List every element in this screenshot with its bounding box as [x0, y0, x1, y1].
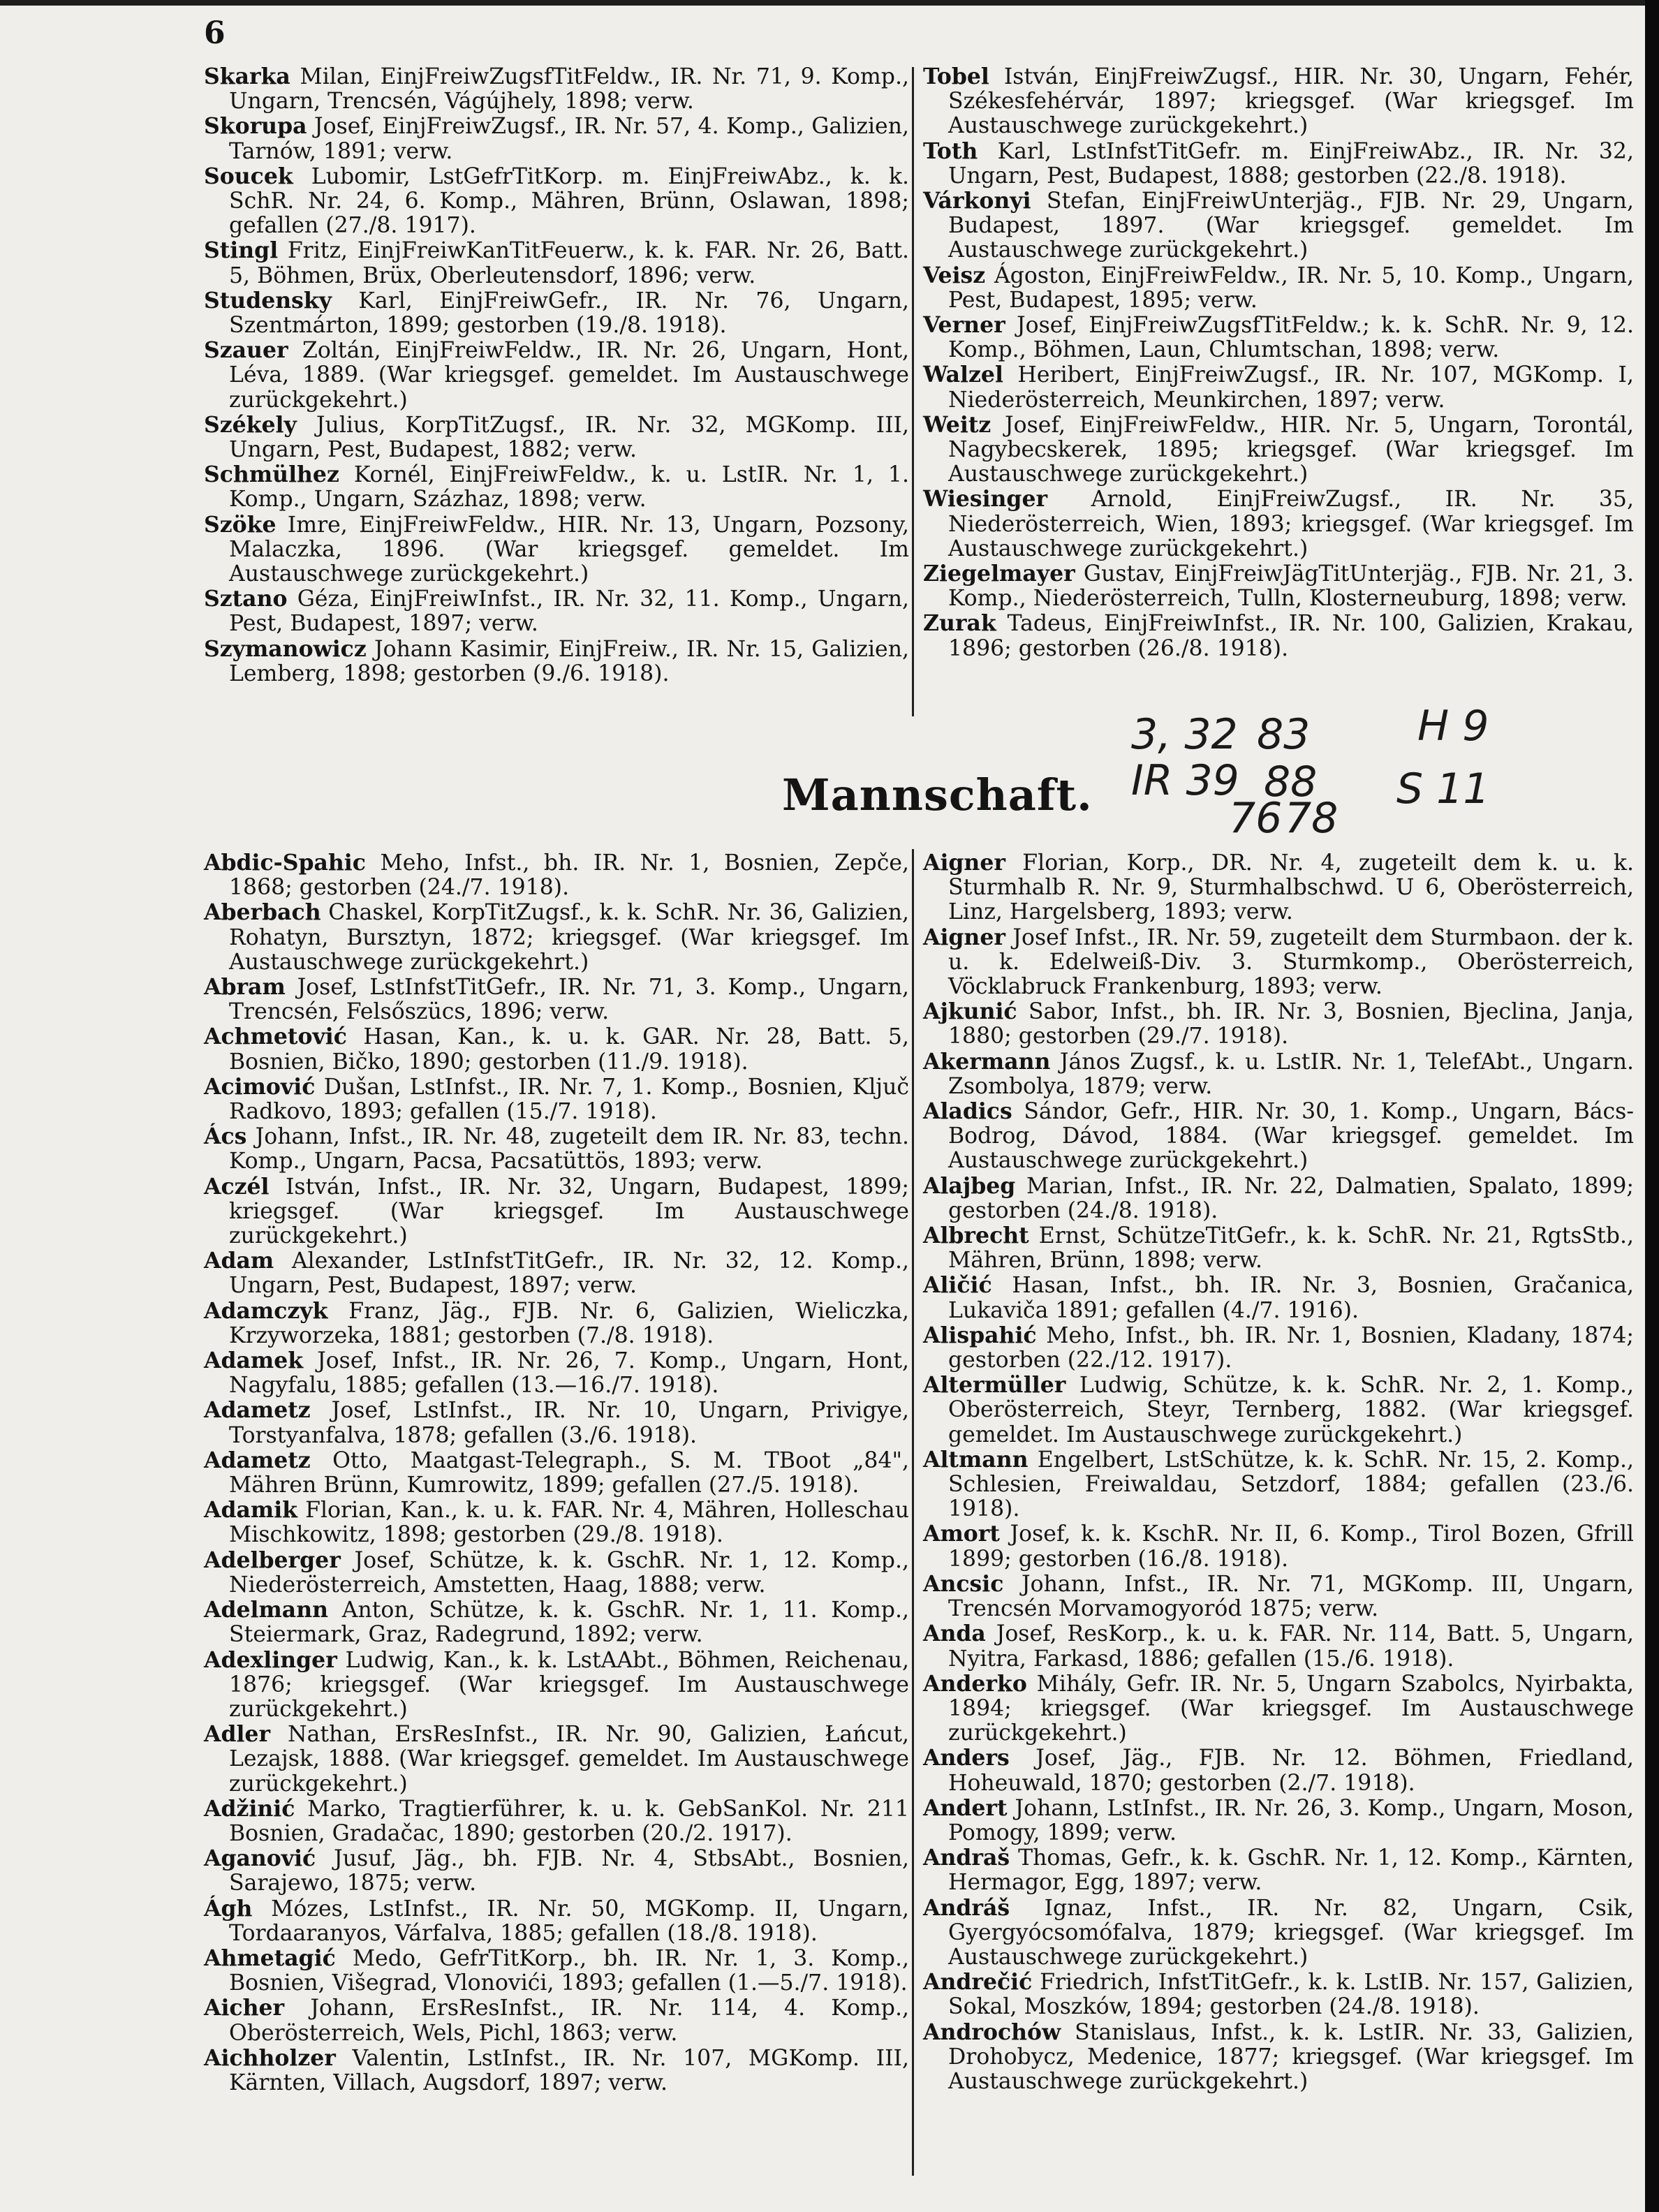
entry-surname: Aicher [204, 1995, 285, 2021]
register-entry [204, 238, 909, 288]
column-top-right [923, 64, 1634, 661]
entry-details: Milan, EinjFreiwZugsfTitFeldw., IR. Nr. 71, 9. Komp., Ungarn, Trencsén, Vágújhely, 1898; verw. [229, 64, 909, 115]
scan-edge-right [1645, 0, 1659, 2212]
register-entry [923, 925, 1634, 1000]
entry-details: Josef, Schütze, k. k. GschR. Nr. 1, 12. Komp., Niederösterreich, Amstetten, Haag, 1888; verw. [229, 1547, 909, 1598]
entry-surname: Veisz [923, 262, 986, 288]
entry-surname: Ahmetagić [204, 1945, 336, 1971]
entry-surname: Stingl [204, 237, 279, 264]
register-entry [923, 1323, 1634, 1373]
entry-details: Sándor, Gefr., HIR. Nr. 30, 1. Komp., Ungarn, Bács-Bodrog, Dávod, 1884. (War kriegsgef. gemeldet. Im Austauschwege zurückgekehrt.) [948, 1099, 1634, 1174]
column-bottom-left [204, 850, 909, 2095]
entry-surname: Abdic-Spahic [204, 850, 366, 876]
entry-surname: Ancsic [923, 1570, 1004, 1597]
entry-details: Franz, Jäg., FJB. Nr. 6, Galizien, Wieliczka, Krzyworzeka, 1881; gestorben (7./8. 1918). [229, 1298, 909, 1348]
entry-details: Karl, LstInfstTitGefr. m. EinjFreiwAbz., IR. Nr. 32, Ungarn, Pest, Budapest, 1888; gestorben (22./8. 1918). [948, 138, 1634, 189]
entry-surname: Aladics [923, 1098, 1012, 1125]
register-entry [204, 1896, 909, 1946]
register-entry [204, 1598, 909, 1647]
entry-surname: Toth [923, 138, 978, 164]
entry-details: Josef, LstInfstTitGefr., IR. Nr. 71, 3. Komp., Ungarn, Trencsén, Felsőszücs, 1896; verw. [229, 975, 909, 1025]
entry-surname: Aczél [204, 1173, 270, 1200]
register-entry [923, 1746, 1634, 1795]
entry-details: Fritz, EinjFreiwKanTitFeuerw., k. k. FAR. Nr. 26, Batt. 5, Böhmen, Brüx, Oberleutensdorf, 1896; verw. [229, 238, 909, 288]
entry-surname: Altmann [923, 1446, 1028, 1473]
column-divider-top [912, 67, 914, 716]
handwritten-note: IR 39 [1131, 756, 1239, 805]
entry-details: Engelbert, LstSchütze, k. k. SchR. Nr. 15, 2. Komp., Schlesien, Freiwaldau, Setzdorf, 1884; gefallen (23./6. 1918). [948, 1447, 1634, 1522]
entry-surname: Andert [923, 1794, 1008, 1821]
register-entry [923, 1049, 1634, 1099]
entry-surname: Szöke [204, 511, 276, 538]
register-entry [923, 413, 1634, 487]
register-entry [204, 1024, 909, 1074]
entry-details: Marian, Infst., IR. Nr. 22, Dalmatien, Spalato, 1899; gestorben (24./8. 1918). [948, 1173, 1634, 1223]
entry-details: Johann, Infst., IR. Nr. 71, MGKomp. III, Ungarn, Trencsén Morvamogyoród 1875; verw. [948, 1571, 1634, 1622]
handwritten-note: 88 [1264, 758, 1318, 806]
entry-surname: Adžinić [204, 1795, 295, 1822]
entry-surname: Adler [204, 1721, 271, 1748]
entry-details: Josef, EinjFreiwZugsfTitFeldw.; k. k. SchR. Nr. 9, 12. Komp., Böhmen, Laun, Chlumtschan, 1898; verw. [948, 313, 1634, 363]
entry-details: Ludwig, Kan., k. k. LstAAbt., Böhmen, Reichenau, 1876; kriegsgef. (War kriegsgef. Im Austauschwege zurückgekehrt.) [229, 1647, 909, 1722]
entry-details: Sabor, Infst., bh. IR. Nr. 3, Bosnien, Bjeclina, Janja, 1880; gestorben (29./7. 1918). [948, 999, 1634, 1049]
register-entry [204, 288, 909, 338]
entry-details: Otto, Maatgast-Telegraph., S. M. TBoot „84", Mähren Brünn, Kumrowitz, 1899; gefallen (27./5. 1918). [229, 1447, 909, 1498]
register-entry [204, 1075, 909, 1124]
entry-details: Lubomir, LstGefrTitKorp. m. EinjFreiwAbz., k. k. SchR. Nr. 24, 6. Komp., Mähren, Brünn, Oslawan, 1898; gefallen (27./8. 1917). [229, 163, 909, 239]
register-entry [923, 1845, 1634, 1895]
entry-surname: Szauer [204, 337, 288, 364]
register-entry [204, 338, 909, 413]
entry-surname: Tobel [923, 64, 989, 89]
entry-details: Stanislaus, Infst., k. k. LstIR. Nr. 33, Galizien, Drohobycz, Medenice, 1877; kriegsgef. (War kriegsgef. Im Austauschwege zurückgekehrt.) [948, 2019, 1634, 2094]
entry-details: Anton, Schütze, k. k. GschR. Nr. 1, 11. Komp., Steiermark, Graz, Radegrund, 1892; verw. [229, 1598, 909, 1648]
entry-details: Imre, EinjFreiwFeldw., HIR. Nr. 13, Ungarn, Pozsony, Malaczka, 1896. (War kriegsgef. gemeldet. Im Austauschwege zurückgekehrt.) [229, 512, 909, 587]
entry-surname: Aberbach [204, 899, 321, 926]
entry-details: Josef, ResKorp., k. u. k. FAR. Nr. 114, Batt. 5, Ungarn, Nyitra, Farkasd, 1886; gefallen (15./6. 1918). [948, 1621, 1634, 1672]
entry-surname: Alispahić [923, 1322, 1037, 1348]
entry-details: Josef Infst., IR. Nr. 59, zugeteilt dem Sturmbaon. der k. u. k. Edelweiß-Div. 3. Sturmkomp., Oberösterreich, Vöcklabruck Frankenburg, 1893; verw. [948, 924, 1634, 1000]
register-entry [923, 1896, 1634, 1970]
entry-details: Thomas, Gefr., k. k. GschR. Nr. 1, 12. Komp., Kärnten, Hermagor, Egg, 1897; verw. [948, 1845, 1634, 1896]
register-entry [923, 1672, 1634, 1746]
entry-surname: Székely [204, 411, 297, 438]
entry-details: Dušan, LstInfst., IR. Nr. 7, 1. Komp., Bosnien, Ključ Radkovo, 1893; gefallen (15./7. 1918). [229, 1074, 909, 1125]
register-entry [204, 1299, 909, 1348]
entry-details: Heribert, EinjFreiwZugsf., IR. Nr. 107, MGKomp. I, Niederösterreich, Meunkirchen, 1897; verw. [948, 362, 1634, 413]
register-entry [923, 1223, 1634, 1273]
entry-surname: Adametz [204, 1397, 311, 1424]
register-entry [204, 1946, 909, 1996]
register-entry [204, 1548, 909, 1598]
entry-details: István, Infst., IR. Nr. 32, Ungarn, Budapest, 1899; kriegsgef. (War kriegsgef. Im Austauschwege zurückgekehrt.) [229, 1174, 909, 1249]
register-entry [923, 362, 1634, 412]
entry-surname: Aigner [923, 850, 1005, 876]
register-entry [923, 850, 1634, 925]
entry-surname: Anderko [923, 1670, 1027, 1697]
entry-surname: Andráš [923, 1894, 1010, 1921]
entry-details: Meho, Infst., bh. IR. Nr. 1, Bosnien, Kladany, 1874; gestorben (22./12. 1917). [948, 1322, 1634, 1373]
entry-details: Ernst, SchützeTitGefr., k. k. SchR. Nr. 21, RgtsStb., Mähren, Brünn, 1898; verw. [948, 1223, 1634, 1274]
entry-surname: Abram [204, 974, 286, 1001]
register-entry [923, 263, 1634, 313]
entry-surname: Anda [923, 1621, 986, 1647]
entry-surname: Albrecht [923, 1223, 1029, 1249]
entry-surname: Andraš [923, 1845, 1010, 1871]
handwritten-note: S 11 [1396, 765, 1490, 813]
entry-surname: Akermann [923, 1048, 1051, 1075]
register-entry [204, 850, 909, 900]
entry-surname: Adelberger [204, 1547, 341, 1573]
handwritten-note: 76 [1229, 794, 1283, 838]
entry-surname: Aichholzer [204, 2044, 336, 2071]
entry-surname: Alajbeg [923, 1172, 1016, 1199]
entry-details: Alexander, LstInfstTitGefr., IR. Nr. 32, 12. Komp., Ungarn, Pest, Budapest, 1897; verw. [229, 1248, 909, 1299]
entry-details: Arnold, EinjFreiwZugsf., IR. Nr. 35, Niederösterreich, Wien, 1893; kriegsgef. (War kriegsgef. Im Austauschwege zurückgekehrt.) [948, 487, 1634, 561]
register-entry [923, 611, 1634, 661]
register-entry [923, 999, 1634, 1049]
entry-details: Tadeus, EinjFreiwInfst., IR. Nr. 100, Galizien, Krakau, 1896; gestorben (26./8. 1918). [948, 611, 1634, 661]
register-entry [923, 1447, 1634, 1522]
register-entry [923, 1273, 1634, 1322]
entry-details: Medo, GefrTitKorp., bh. IR. Nr. 1, 3. Komp., Bosnien, Višegrad, Vlonovići, 1893; gefallen (1.—5./7. 1918). [229, 1945, 909, 1996]
register-entry [923, 1099, 1634, 1174]
register-entry [923, 189, 1634, 263]
entry-details: Johann, ErsResInfst., IR. Nr. 114, 4. Komp., Oberösterreich, Wels, Pichl, 1863; verw. [229, 1996, 909, 2046]
entry-details: Meho, Infst., bh. IR. Nr. 1, Bosnien, Zepče, 1868; gestorben (24./7. 1918). [229, 850, 909, 901]
entry-details: Valentin, LstInfst., IR. Nr. 107, MGKomp. III, Kärnten, Villach, Augsdorf, 1897; verw. [229, 2045, 909, 2095]
register-entry [204, 1398, 909, 1447]
entry-surname: Walzel [923, 362, 1003, 388]
entry-details: János Zugsf., k. u. LstIR. Nr. 1, TelefAbt., Ungarn. Zsombolya, 1879; verw. [948, 1049, 1634, 1099]
register-entry [923, 1572, 1634, 1621]
entry-details: Ludwig, Schütze, k. k. SchR. Nr. 2, 1. Komp., Oberösterreich, Steyr, Ternberg, 1882. (War kriegsgef. gemeldet. Im Austauschwege zurückgekehrt.) [948, 1373, 1634, 1447]
entry-surname: Altermüller [923, 1372, 1066, 1399]
entry-details: Géza, EinjFreiwInfst., IR. Nr. 32, 11. Komp., Ungarn, Pest, Budapest, 1897; verw. [229, 587, 909, 637]
handwritten-notes [1117, 705, 1536, 838]
entry-surname: Schmülhez [204, 462, 339, 488]
entry-details: Mihály, Gefr. IR. Nr. 5, Ungarn Szabolcs, Nyirbakta, 1894; kriegsgef. (War kriegsgef. Im Austauschwege zurückgekehrt.) [948, 1671, 1634, 1746]
register-entry [204, 1448, 909, 1498]
register-entry [204, 1348, 909, 1398]
entry-details: Josef, k. k. KschR. Nr. II, 6. Komp., Tirol Bozen, Gfrill 1899; gestorben (16./8. 1918). [948, 1521, 1634, 1572]
entry-surname: Adexlinger [204, 1646, 337, 1673]
entry-details: Florian, Kan., k. u. k. FAR. Nr. 4, Mähren, Holleschau Mischkowitz, 1898; gestorben (29./8. 1918). [229, 1498, 909, 1548]
entry-details: Nathan, ErsResInfst., IR. Nr. 90, Galizien, Łańcut, Lezajsk, 1888. (War kriegsgef. gemeldet. Im Austauschwege zurückgekehrt.) [229, 1722, 909, 1797]
entry-details: Florian, Korp., DR. Nr. 4, zugeteilt dem k. u. k. Sturmhalb R. Nr. 9, Sturmhalbschwd. U 6, Oberösterreich, Linz, Hargelsberg, 1893; verw. [948, 850, 1634, 925]
entry-details: Josef, Jäg., FJB. Nr. 12. Böhmen, Friedland, Hoheuwald, 1870; gestorben (2./7. 1918). [948, 1746, 1634, 1796]
entry-details: Marko, Tragtierführer, k. u. k. GebSanKol. Nr. 211 Bosnien, Gradačac, 1890; gestorben (20./2. 1917). [229, 1796, 909, 1846]
entry-surname: Adelmann [204, 1597, 329, 1623]
register-entry [923, 1373, 1634, 1447]
entry-surname: Androchów [923, 2019, 1061, 2045]
register-entry [204, 1248, 909, 1298]
register-entry [204, 1996, 909, 2045]
register-entry [923, 487, 1634, 561]
entry-details: Ignaz, Infst., IR. Nr. 82, Ungarn, Csik, Gyergyócsomófalva, 1879; kriegsgef. (War kriegsgef. Im Austauschwege zurückgekehrt.) [948, 1895, 1634, 1970]
register-entry [204, 975, 909, 1024]
register-entry [204, 1174, 909, 1249]
register-entry [204, 1648, 909, 1723]
register-entry [204, 64, 909, 114]
entry-surname: Sztano [204, 586, 288, 612]
entry-surname: Aganović [204, 1845, 316, 1872]
entry-surname: Ajkunić [923, 998, 1017, 1025]
entry-surname: Zurak [923, 610, 996, 637]
entry-surname: Ács [204, 1123, 247, 1150]
entry-surname: Ágh [204, 1895, 253, 1922]
entry-details: Chaskel, KorpTitZugsf., k. k. SchR. Nr. 36, Galizien, Rohatyn, Bursztyn, 1872; kriegsgef. (War kriegsgef. Im Austauschwege zurückgekehrt.) [229, 900, 909, 975]
scan-edge-top [0, 0, 1659, 6]
entry-surname: Soucek [204, 163, 293, 189]
register-entry [204, 1498, 909, 1547]
register-entry [204, 114, 909, 163]
entry-surname: Verner [923, 312, 1005, 339]
register-entry [204, 1722, 909, 1797]
register-entry [923, 139, 1634, 189]
section-heading: Mannschaft. [782, 769, 1093, 820]
entry-surname: Anders [923, 1745, 1010, 1771]
register-entry [204, 462, 909, 512]
entry-details: Josef, Infst., IR. Nr. 26, 7. Komp., Ungarn, Hont, Nagyfalu, 1885; gefallen (13.—16./7. 1918). [229, 1348, 909, 1399]
entry-surname: Weitz [923, 411, 991, 438]
entry-surname: Amort [923, 1521, 1000, 1547]
entry-details: Friedrich, InfstTitGefr., k. k. LstIB. Nr. 157, Galizien, Sokal, Moszków, 1894; gestorben (24./8. 1918). [948, 1970, 1634, 2020]
register-entry [204, 164, 909, 239]
entry-surname: Adamczyk [204, 1297, 328, 1324]
handwritten-note: 83 [1257, 710, 1311, 759]
entry-surname: Adamik [204, 1497, 297, 1524]
handwritten-note: 78 [1285, 794, 1339, 838]
entry-surname: Adametz [204, 1447, 311, 1473]
register-entry [204, 1797, 909, 1846]
register-entry [923, 64, 1634, 139]
entry-details: Mózes, LstInfst., IR. Nr. 50, MGKomp. II, Ungarn, Tordaaranyos, Várfalva, 1885; gefallen (18./8. 1918). [229, 1896, 909, 1946]
entry-surname: Várkonyi [923, 188, 1031, 214]
entry-surname: Skorupa [204, 113, 307, 140]
entry-details: Julius, KorpTitZugsf., IR. Nr. 32, MGKomp. III, Ungarn, Pest, Budapest, 1882; verw. [229, 412, 909, 463]
entry-details: Kornél, EinjFreiwFeldw., k. u. LstIR. Nr. 1, 1. Komp., Ungarn, Százhaz, 1898; verw. [229, 462, 909, 513]
register-entry [204, 513, 909, 587]
register-entry [204, 1846, 909, 1896]
entry-details: Johann Kasimir, EinjFreiw., IR. Nr. 15, Galizien, Lemberg, 1898; gestorben (9./6. 1918). [229, 636, 909, 686]
entry-surname: Szymanowicz [204, 635, 367, 662]
register-entry [204, 2046, 909, 2095]
entry-surname: Skarka [204, 64, 290, 89]
entry-details: Gustav, EinjFreiwJägTitUnterjäg., FJB. Nr. 21, 3. Komp., Niederösterreich, Tulln, Klosterneuburg, 1898; verw. [948, 561, 1634, 612]
register-entry [923, 1521, 1634, 1571]
page-number: 6 [204, 15, 226, 51]
entry-surname: Adam [204, 1248, 274, 1274]
register-entry [923, 313, 1634, 362]
register-entry [204, 637, 909, 686]
handwritten-note: 3, 32 [1131, 710, 1238, 759]
register-entry [204, 1124, 909, 1174]
register-entry [923, 1796, 1634, 1845]
entry-details: Jusuf, Jäg., bh. FJB. Nr. 4, StbsAbt., Bosnien, Sarajewo, 1875; verw. [229, 1846, 909, 1896]
column-bottom-right [923, 850, 1634, 2094]
entry-surname: Ziegelmayer [923, 561, 1075, 587]
entry-details: Josef, LstInfst., IR. Nr. 10, Ungarn, Privigye, Torstyanfalva, 1878; gefallen (3./6. 1918). [229, 1398, 909, 1448]
entry-details: Hasan, Kan., k. u. k. GAR. Nr. 28, Batt. 5, Bosnien, Bičko, 1890; gestorben (11./9. 1918). [229, 1024, 909, 1075]
entry-details: Ágoston, EinjFreiwFeldw., IR. Nr. 5, 10. Komp., Ungarn, Pest, Budapest, 1895; verw. [948, 263, 1634, 313]
entry-surname: Wiesinger [923, 486, 1048, 513]
register-entry [923, 561, 1634, 611]
entry-details: Hasan, Infst., bh. IR. Nr. 3, Bosnien, Gračanica, Lukaviča 1891; gefallen (4./7. 1916). [948, 1273, 1634, 1323]
entry-surname: Achmetović [204, 1024, 347, 1050]
entry-details: Johann, LstInfst., IR. Nr. 26, 3. Komp., Ungarn, Moson, Pomogy, 1899; verw. [948, 1795, 1634, 1845]
register-entry [923, 1970, 1634, 2019]
entry-details: István, EinjFreiwZugsf., HIR. Nr. 30, Ungarn, Fehér, Székesfehérvár, 1897; kriegsgef. (War kriegsgef. Im Austauschwege zurückgekehrt.) [948, 64, 1634, 139]
entry-surname: Aličić [923, 1272, 992, 1299]
entry-details: Karl, EinjFreiwGefr., IR. Nr. 76, Ungarn, Szentmárton, 1899; gestorben (19./8. 1918). [229, 288, 909, 339]
entry-surname: Andrečić [923, 1969, 1033, 1996]
entry-surname: Studensky [204, 287, 332, 314]
entry-surname: Adamek [204, 1348, 304, 1374]
handwritten-note: H 9 [1417, 705, 1489, 751]
register-entry [923, 1174, 1634, 1223]
register-entry [204, 587, 909, 636]
register-entry [923, 2020, 1634, 2095]
column-divider-bottom [912, 849, 914, 2176]
entry-surname: Acimović [204, 1073, 316, 1100]
entry-details: Stefan, EinjFreiwUnterjäg., FJB. Nr. 29, Ungarn, Budapest, 1897. (War kriegsgef. gemeldet. Im Austauschwege zurückgekehrt.) [948, 189, 1634, 263]
register-entry [923, 1621, 1634, 1671]
entry-details: Josef, EinjFreiwZugsf., IR. Nr. 57, 4. Komp., Galizien, Tarnów, 1891; verw. [229, 114, 909, 164]
register-entry [204, 413, 909, 462]
register-entry [204, 900, 909, 975]
entry-details: Josef, EinjFreiwFeldw., HIR. Nr. 5, Ungarn, Torontál, Nagybecskerek, 1895; kriegsgef. (War kriegsgef. Im Austauschwege zurückgekehrt.) [948, 412, 1634, 487]
entry-details: Johann, Infst., IR. Nr. 48, zugeteilt dem IR. Nr. 83, techn. Komp., Ungarn, Pacsa, Pacsatüttös, 1893; verw. [229, 1124, 909, 1174]
column-top-left [204, 64, 909, 686]
entry-surname: Aigner [923, 924, 1005, 950]
entry-details: Zoltán, EinjFreiwFeldw., IR. Nr. 26, Ungarn, Hont, Léva, 1889. (War kriegsgef. gemeldet. Im Austauschwege zurückgekehrt.) [229, 338, 909, 413]
